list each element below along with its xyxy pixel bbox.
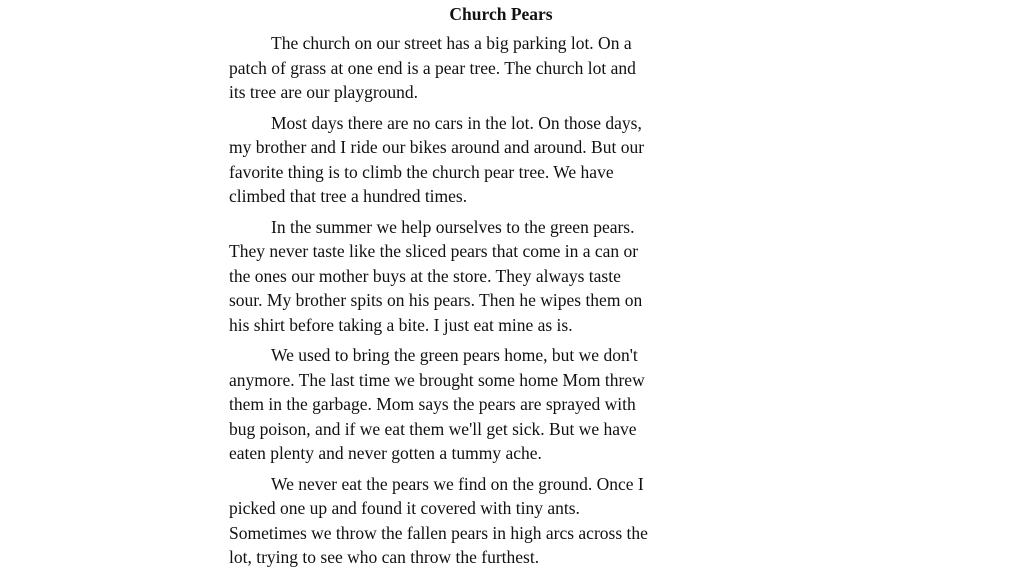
text-line: The church on our street has a big parking lot. On a <box>271 33 632 53</box>
text-line: picked one up and found it covered with tiny ants. <box>229 498 580 518</box>
text-line: We used to bring the green pears home, but we don't <box>271 345 638 365</box>
text-line: eaten plenty and never gotten a tummy ache. <box>229 443 542 463</box>
document-page <box>229 0 749 576</box>
document-title: Church Pears <box>449 4 553 24</box>
text-line: the ones our mother buys at the store. They always taste <box>229 265 621 286</box>
text-line: Sometimes we throw the fallen pears in high arcs across the <box>229 522 648 543</box>
text-line: favorite thing is to climb the church pear tree. We have <box>229 161 614 182</box>
text-line: lot, trying to see who can throw the furthest. <box>229 547 540 567</box>
paragraph-3 <box>229 215 749 338</box>
paragraph-5 <box>229 472 749 570</box>
paragraph-1 <box>229 31 749 105</box>
text-line: my brother and I ride our bikes around and around. But our <box>229 137 645 157</box>
text-line: patch of grass at one end is a pear tree. The church lot and <box>229 57 636 78</box>
text-line: climbed that tree a hundred times. <box>229 186 468 206</box>
text-line: them in the garbage. Mom says the pears are sprayed with <box>229 394 636 414</box>
text-line: In the summer we help ourselves to the green pears. <box>271 216 635 237</box>
text-line: anymore. The last time we brought some home Mom threw <box>229 369 645 390</box>
text-line: sour. My brother spits on his pears. Then he wipes them on <box>229 290 643 310</box>
text-line: its tree are our playground. <box>229 82 419 102</box>
text-line: We never eat the pears we find on the ground. Once I <box>271 473 644 494</box>
paragraph-4 <box>229 343 749 466</box>
text-line: They never taste like the sliced pears that come in a can or <box>229 241 639 261</box>
text-line: his shirt before taking a bite. I just eat mine as is. <box>229 314 573 335</box>
text-line: Most days there are no cars in the lot. On those days, <box>271 112 642 133</box>
paragraph-2 <box>229 111 749 209</box>
text-line: bug poison, and if we eat them we'll get sick. But we have <box>229 418 637 439</box>
